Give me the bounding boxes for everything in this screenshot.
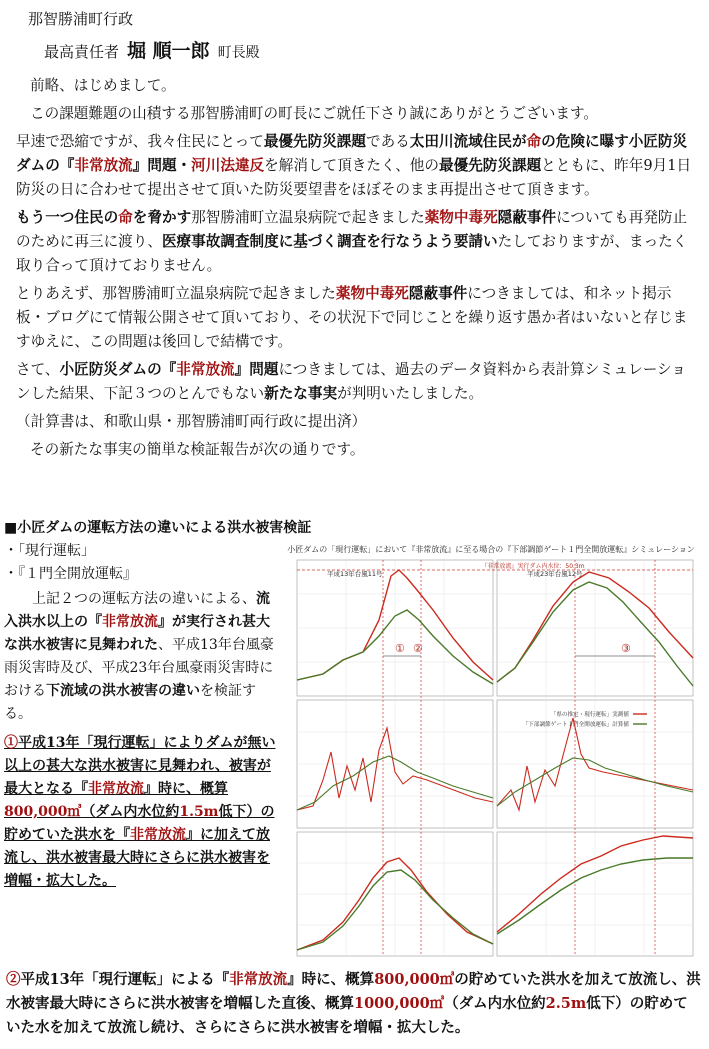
- text-run: 』時に、概算: [144, 781, 228, 797]
- paragraph-2: [16, 130, 696, 202]
- text-run: 下流域の洪水被害の違い: [46, 683, 200, 699]
- finding-2: [6, 968, 702, 1040]
- letter-body: [16, 74, 696, 466]
- text-run: 』に加えて放流し、洪水被害最大時にさらに洪水被害を増幅・拡大した。: [4, 827, 270, 889]
- text-run: 隠蔽事件: [497, 209, 557, 226]
- text-run: 低下）の貯めていた洪水を『: [4, 804, 275, 843]
- section-heading: ■小匠ダムの運転方法の違いによる洪水被害検証: [4, 520, 312, 536]
- text-run: 非常放流: [229, 971, 288, 988]
- text-run: 河川法違反: [191, 157, 265, 174]
- mark-1: ①: [395, 642, 405, 655]
- text-run: の貯めていた洪水を加えて放流し、洪水被害最大時にさらに洪水被害を増幅した直後、概算: [6, 971, 701, 1012]
- text-run: ②: [6, 971, 21, 988]
- text-run: が判明いたしました。: [337, 385, 484, 402]
- mark-2: ②: [413, 642, 423, 655]
- text-run: 800,000㎥: [374, 971, 455, 988]
- finding-1: [4, 732, 276, 893]
- simulation-chart: [283, 540, 699, 966]
- text-run: 2.5m: [545, 995, 587, 1012]
- text-run: 非常放流: [74, 157, 133, 174]
- text-run: 医療事故調査制度に基づく調査を行なうよう要請い: [161, 233, 498, 250]
- text-run: 非常放流: [130, 827, 186, 843]
- text-run: 早速で恐縮ですが、我々住民にとって: [16, 133, 264, 150]
- text-run: 平成13年「現行運転」による『: [20, 971, 230, 988]
- text-run: 那智勝浦町立温泉病院で起きました: [191, 209, 425, 226]
- text-run: 太田川流域住民が: [409, 133, 527, 150]
- recipient-title: 町長殿: [217, 45, 260, 61]
- text-run: さて、: [16, 361, 60, 378]
- text-run: たしておりますが、まったく取り合って頂けておりません。: [16, 233, 688, 274]
- recipient-name: 堀 順一郎: [127, 40, 210, 62]
- simulation-figure: [283, 540, 699, 966]
- text-run: 低下）の貯めていた水を加えて放流し続け、さらにさらに洪水被害を増幅・拡大した。: [6, 995, 688, 1036]
- text-run: 、平成13年台風豪雨災害時及び、平成23年台風豪雨災害時における: [4, 637, 274, 699]
- text-run: 』問題・: [132, 157, 192, 174]
- mark-3: ③: [621, 642, 631, 655]
- bullet-current-operation: ・「現行運転」: [4, 543, 95, 559]
- bullet-full-open-operation: ・『１門全開放運転』: [4, 566, 137, 582]
- text-run: 最優先防災課題: [439, 157, 542, 174]
- text-run: 非常放流: [176, 361, 235, 378]
- paragraph-3: [16, 206, 696, 278]
- label-h13: 平成13年台風11号: [327, 570, 383, 578]
- paragraph-7: その新たな事実の簡単な検証報告が次の通りです。: [30, 441, 365, 458]
- text-run: につきましては、過去のデータ資料から表計算シミュレーションした結果、下記３つのとんでもない: [16, 361, 686, 402]
- text-run: 流入洪水以上の『: [4, 591, 270, 630]
- text-run: 上記２つの運転方法の違いによる、: [32, 591, 256, 607]
- text-run: を解消して頂きたく、他の: [264, 157, 439, 174]
- figure-title: 小匠ダムの「現行運転」において『非常放流』に至る場合の『下部調節ゲート１門全開放運転』シミュレーション: [287, 545, 695, 554]
- text-run: 非常放流: [102, 614, 158, 630]
- text-run: についても再発防止のために再三に渡り、: [16, 209, 688, 250]
- recipient-office: 那智勝浦町行政: [28, 10, 134, 28]
- text-run: 非常放流: [88, 781, 144, 797]
- text-run: 1.5m: [179, 804, 219, 820]
- text-run: 800,000㎥: [4, 804, 82, 820]
- text-run: 最優先防災課題: [263, 133, 366, 150]
- text-run: 新たな事実: [264, 385, 338, 402]
- text-run: 』問題: [234, 361, 279, 378]
- paragraph-6: （計算書は、和歌山県・那智勝浦町両行政に提出済）: [16, 413, 367, 430]
- legend-computed: 「下部調節ゲート１門全開放運転」計算値: [522, 722, 629, 728]
- text-run: につきましては、和ネット掲示板・ブログにて情報公開させて頂いており、その状況下で同じことを繰り返す愚か者はいないと存じますゆえに、この問題は後回しで結構です。: [16, 285, 688, 350]
- text-run: 』時に、概算: [287, 971, 375, 988]
- text-run: を脅かす: [132, 209, 192, 226]
- paragraph-4: [16, 282, 696, 354]
- text-run: （ダム内水位約: [444, 995, 546, 1012]
- label-h23: 平成23年台風12号: [527, 570, 583, 578]
- recipient-role: 最高責任者: [44, 43, 120, 61]
- text-run: 薬物中毒死: [424, 209, 498, 226]
- text-run: 小匠防災ダムの『: [59, 361, 177, 378]
- text-run: 平成13年「現行運転」によりダムが無い以上の甚大な洪水被害に見舞われ、被害が最大となる『: [4, 735, 276, 797]
- text-run: 命: [118, 209, 133, 226]
- paragraph-5: [16, 358, 696, 406]
- text-run: とりあえず、那智勝浦町立温泉病院で起きました: [16, 285, 336, 302]
- text-run: （ダム内水位約: [81, 804, 180, 820]
- guide-label: 『非常放流』実行ダム内水位：50.3m: [481, 563, 585, 570]
- section-left-column: [4, 540, 276, 893]
- recipient-line: [44, 36, 260, 63]
- text-run: 薬物中毒死: [335, 285, 409, 302]
- text-run: 隠蔽事件: [408, 285, 468, 302]
- text-run: とともに、昨年9月1日防災の日に合わせて提出させて頂いた防災要望書をほぼそのまま再提出させて頂きます。: [16, 157, 692, 198]
- text-run: 』が実行され甚大な洪水被害に見舞われた: [4, 614, 270, 653]
- paragraph-1: この課題難題の山積する那智勝浦町の町長にご就任下さり誠にありがとうございます。: [30, 105, 598, 122]
- text-run: を検証する。: [4, 683, 256, 722]
- text-run: ①: [4, 735, 18, 751]
- text-run: 1000,000㎥: [354, 995, 445, 1012]
- text-run: の危険に曝す小匠防災ダムの『: [16, 133, 688, 174]
- greeting: 前略、はじめまして。: [30, 77, 176, 94]
- section-intro: [4, 588, 276, 726]
- text-run: 命: [526, 133, 542, 150]
- text-run: である: [365, 133, 410, 150]
- legend-measured: 「県の推定・現行運転」実測値: [550, 712, 629, 718]
- text-run: もう一つ住民の: [16, 209, 119, 226]
